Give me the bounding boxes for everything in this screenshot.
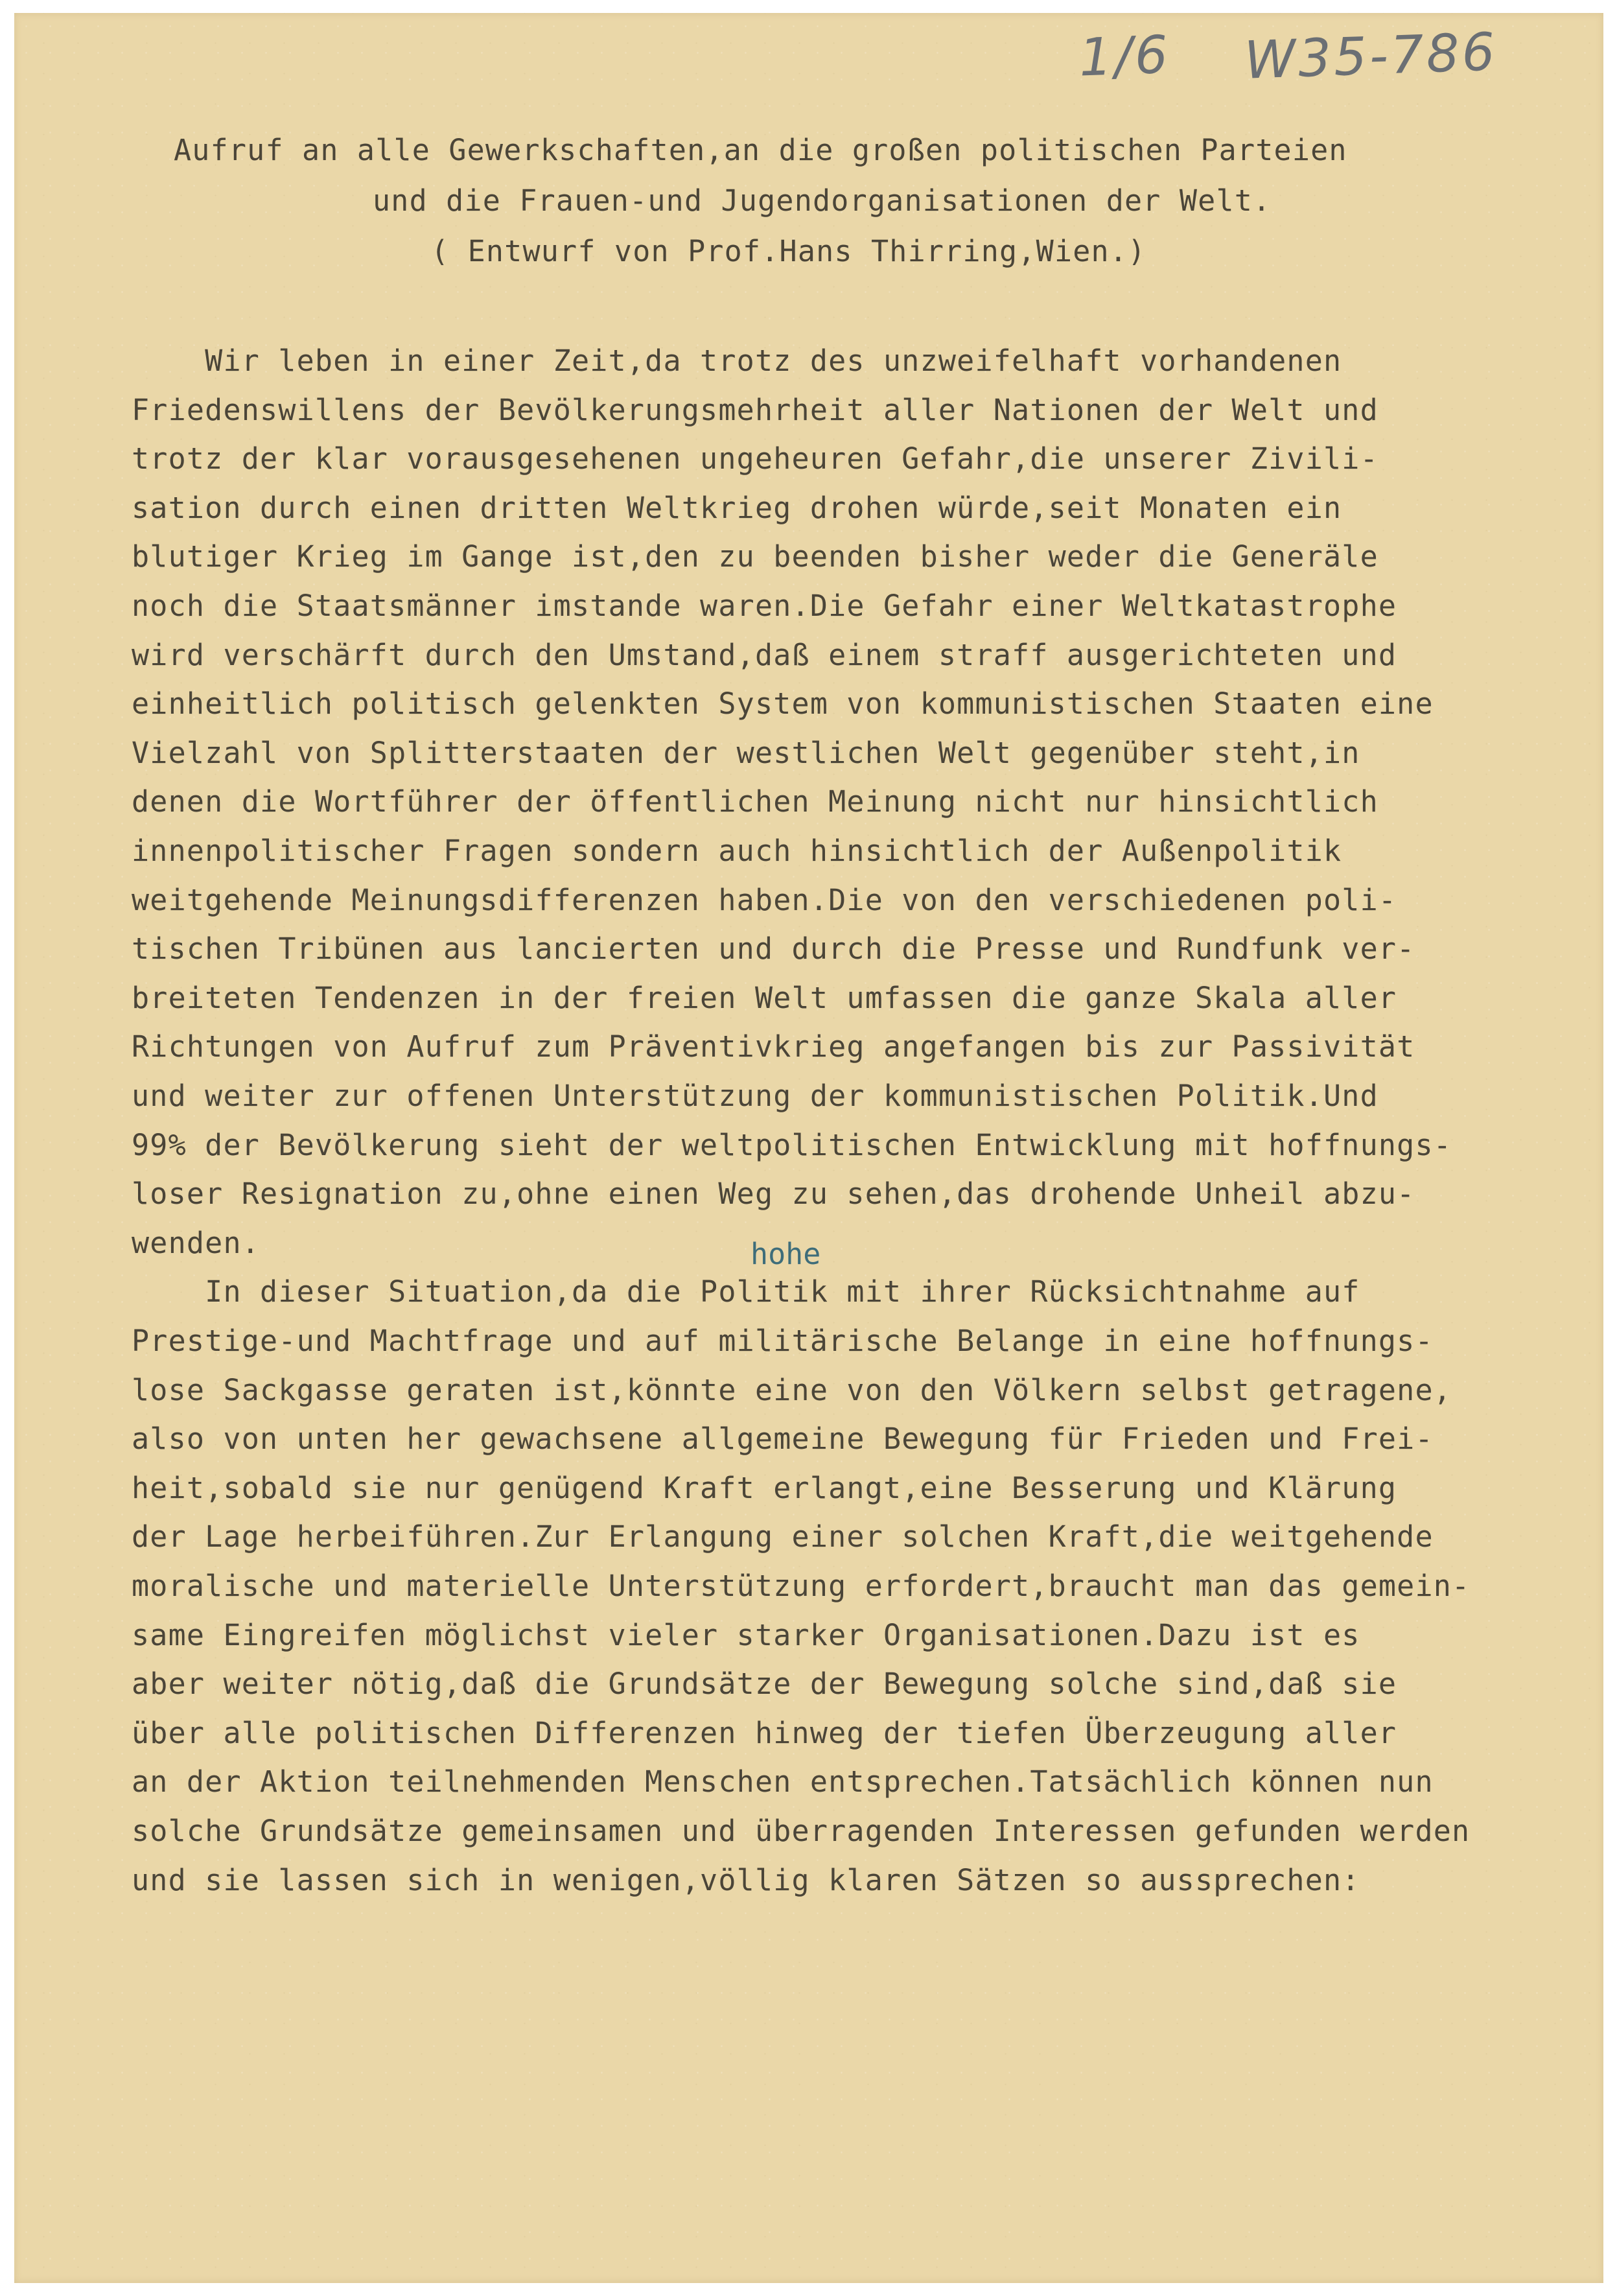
body-line: sation durch einen dritten Weltkrieg drohen würde,seit Monaten ein: [132, 490, 1342, 525]
body-line: solche Grundsätze gemeinsamen und überragenden Interessen gefunden werden: [132, 1814, 1471, 1848]
body-line: denen die Wortführer der öffentlichen Meinung nicht nur hinsichtlich: [132, 784, 1379, 819]
body-line: breiteten Tendenzen in der freien Welt umfassen die ganze Skala aller: [132, 980, 1397, 1015]
heading-line-3: ( Entwurf von Prof.Hans Thirring,Wien.): [431, 234, 1146, 268]
body-line: Friedenswillens der Bevölkerungsmehrheit aller Nationen der Welt und: [132, 392, 1379, 427]
body-line: In dieser Situation,da die Politik mit ihrer Rücksichtnahme auf: [132, 1274, 1360, 1309]
heading-line-2: und die Frauen-und Jugendorganisationen der Welt.: [373, 183, 1272, 218]
body-line: der Lage herbeiführen.Zur Erlangung einer solchen Kraft,die weitgehende: [132, 1519, 1434, 1554]
body-line: also von unten her gewachsene allgemeine Bewegung für Frieden und Frei-: [132, 1422, 1434, 1457]
body-line: same Eingreifen möglichst vieler starker Organisationen.Dazu ist es: [132, 1617, 1360, 1652]
body-line: Prestige-und Machtfrage und auf militärische Belange in eine hoffnungs-: [132, 1324, 1434, 1358]
body-line: loser Resignation zu,ohne einen Weg zu sehen,das drohende Unheil abzu-: [132, 1177, 1415, 1212]
body-line: noch die Staatsmänner imstande waren.Die Gefahr einer Weltkatastrophe: [132, 589, 1397, 623]
body-line: Wir leben in einer Zeit,da trotz des unzweifelhaft vorhandenen: [132, 344, 1342, 378]
body-line: trotz der klar vorausgesehenen ungeheuren Gefahr,die unserer Zivili-: [132, 441, 1379, 476]
archive-catalog-reference: W35-786: [1243, 21, 1498, 91]
body-line: einheitlich politisch gelenkten System von kommunistischen Staaten eine: [132, 686, 1434, 721]
body-line: moralische und materielle Unterstützung erfordert,braucht man das gemein-: [132, 1569, 1471, 1603]
handwritten-insertion: hohe: [750, 1237, 821, 1271]
body-line: heit,sobald sie nur genügend Kraft erlangt,eine Besserung und Klärung: [132, 1470, 1397, 1505]
body-line: Richtungen von Aufruf zum Präventivkrieg angefangen bis zur Passivität: [132, 1029, 1415, 1064]
body-line: aber weiter nötig,daß die Grundsätze der Bewegung solche sind,daß sie: [132, 1667, 1397, 1702]
archive-page-reference: 1/6: [1078, 24, 1172, 88]
body-line: wird verschärft durch den Umstand,daß einem straff ausgerichteten und: [132, 637, 1397, 672]
body-line: innenpolitischer Fragen sondern auch hinsichtlich der Außenpolitik: [132, 834, 1342, 868]
body-line: Vielzahl von Splitterstaaten der westlichen Welt gegenüber steht,in: [132, 735, 1360, 770]
heading-line-1: Aufruf an alle Gewerkschaften,an die großen politischen Parteien: [174, 133, 1347, 167]
body-line: über alle politischen Differenzen hinweg der tiefen Überzeugung aller: [132, 1715, 1397, 1750]
body-line: tischen Tribünen aus lancierten und durch die Presse und Rundfunk ver-: [132, 931, 1415, 966]
body-line: lose Sackgasse geraten ist,könnte eine von den Völkern selbst getragene,: [132, 1372, 1452, 1407]
body-line: und sie lassen sich in wenigen,völlig klaren Sätzen so aussprechen:: [132, 1862, 1360, 1897]
body-line: blutiger Krieg im Gange ist,den zu beenden bisher weder die Generäle: [132, 539, 1379, 574]
body-line: 99% der Bevölkerung sieht der weltpolitischen Entwicklung mit hoffnungs-: [132, 1127, 1452, 1162]
body-line: weitgehende Meinungsdifferenzen haben.Die von den verschiedenen poli-: [132, 882, 1397, 917]
body-line: und weiter zur offenen Unterstützung der kommunistischen Politik.Und: [132, 1079, 1379, 1113]
body-line: wenden.: [132, 1225, 261, 1260]
body-line: an der Aktion teilnehmenden Menschen entsprechen.Tatsächlich können nun: [132, 1764, 1434, 1799]
